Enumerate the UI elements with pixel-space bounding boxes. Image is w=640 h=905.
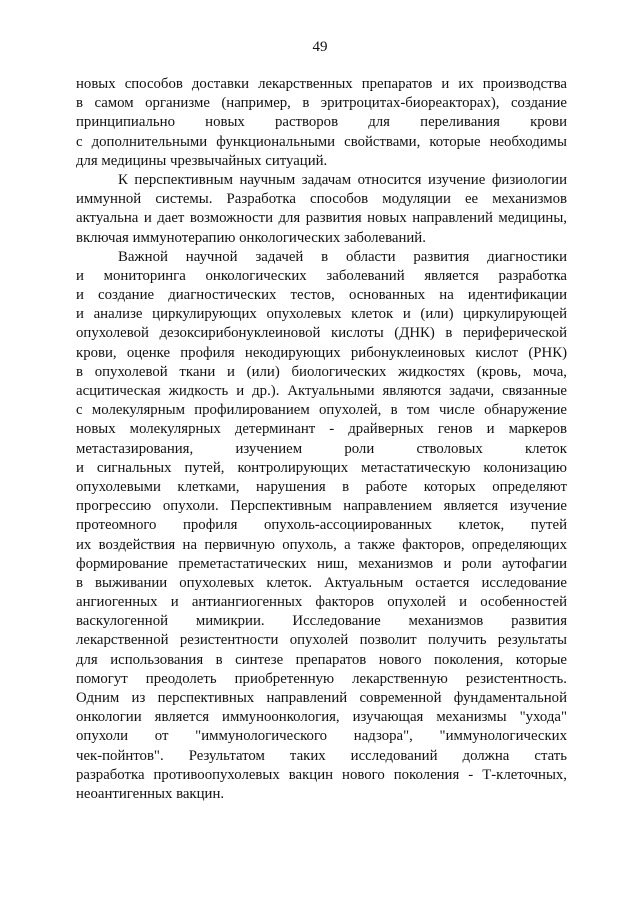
text-line: в самом организме (например, в эритроцитах-биореакторах), создание: [76, 95, 567, 112]
text-line: с дополнительными функциональными свойствами, которые необходимы: [76, 133, 567, 150]
text-line: и создание диагностических тестов, основанных на идентификации: [76, 287, 567, 304]
text-line: опухоли от "иммунологического надзора", "иммунологических: [76, 728, 567, 745]
text-line: чек-пойнтов". Результатом таких исследований должна стать: [76, 747, 567, 764]
document-body: [76, 75, 567, 804]
text-line: принципиально новых растворов для переливания крови: [76, 114, 567, 131]
text-line: К перспективным научным задачам относится изучение физиологии: [118, 171, 567, 188]
text-line: васкулогенной мимикрии. Исследование механизмов развития: [76, 613, 567, 630]
text-line: формирование преметастатических ниш, механизмов и роли аутофагии: [76, 555, 567, 572]
page-number: 49: [312, 39, 328, 55]
text-line: и сигнальных путей, контролирующих метастатическую колонизацию: [76, 459, 567, 476]
paragraph: [76, 75, 567, 171]
text-line: с молекулярным профилированием опухолей, в том числе обнаружение: [76, 402, 567, 419]
text-line: их воздействия на первичную опухоль, а также факторов, определяющих: [76, 536, 567, 553]
text-line: Важной научной задачей в области развития диагностики: [118, 248, 567, 265]
text-line: иммунной системы. Разработка способов модуляции ее механизмов: [76, 191, 567, 208]
text-line: лекарственной резистентности опухолей позволит получить результаты: [76, 632, 567, 649]
text-line: новых молекулярных детерминант - драйверных генов и маркеров: [76, 421, 567, 438]
paragraph: [76, 171, 567, 248]
paragraph: [76, 248, 567, 804]
text-line: актуальна и дает возможности для развития новых направлений медицины,: [76, 210, 567, 227]
text-line: и мониторинга онкологических заболеваний является разработка: [76, 267, 567, 284]
text-line: опухолевой дезоксирибонуклеиновой кислоты (ДНК) в периферической: [76, 325, 567, 342]
text-line: асцитическая жидкость и др.). Актуальными являются задачи, связанные: [76, 383, 567, 399]
text-line: крови, оценке профиля некодирующих рибонуклеиновых кислот (РНК): [76, 344, 567, 361]
text-line: включая иммунотерапию онкологических заболеваний.: [76, 229, 426, 246]
text-line: помогут преодолеть приобретенную лекарственную резистентность.: [76, 670, 567, 687]
text-line: онкологии является иммуноонкология, изучающая механизмы "ухода": [76, 709, 567, 726]
text-line: опухолевыми клетками, нарушения в работе которых определяют: [76, 478, 567, 495]
text-line: разработка противоопухолевых вакцин нового поколения - Т-клеточных,: [76, 766, 567, 783]
text-line: ангиогенных и антиангиогенных факторов опухолей и особенностей: [76, 594, 567, 611]
text-line: в выживании опухолевых клеток. Актуальным остается исследование: [76, 574, 567, 591]
text-line: в опухолевой ткани и (или) биологических жидкостях (кровь, моча,: [76, 363, 567, 380]
text-line: Одним из перспективных направлений современной фундаментальной: [76, 690, 567, 706]
text-line: неоантигенных вакцин.: [76, 785, 225, 802]
text-line: для использования в синтезе препаратов нового поколения, которые: [76, 651, 567, 668]
text-line: для медицины чрезвычайных ситуаций.: [76, 152, 328, 169]
text-line: метастазирования, изучением роли стволовых клеток: [76, 440, 567, 457]
text-line: прогрессию опухоли. Перспективным направлением является изучение: [76, 498, 567, 515]
text-line: новых способов доставки лекарственных препаратов и их производства: [76, 76, 567, 92]
text-line: и анализе циркулирующих опухолевых клеток и (или) циркулирующей: [76, 306, 567, 323]
text-line: протеомного профиля опухоль-ассоциированных клеток, путей: [76, 517, 567, 534]
